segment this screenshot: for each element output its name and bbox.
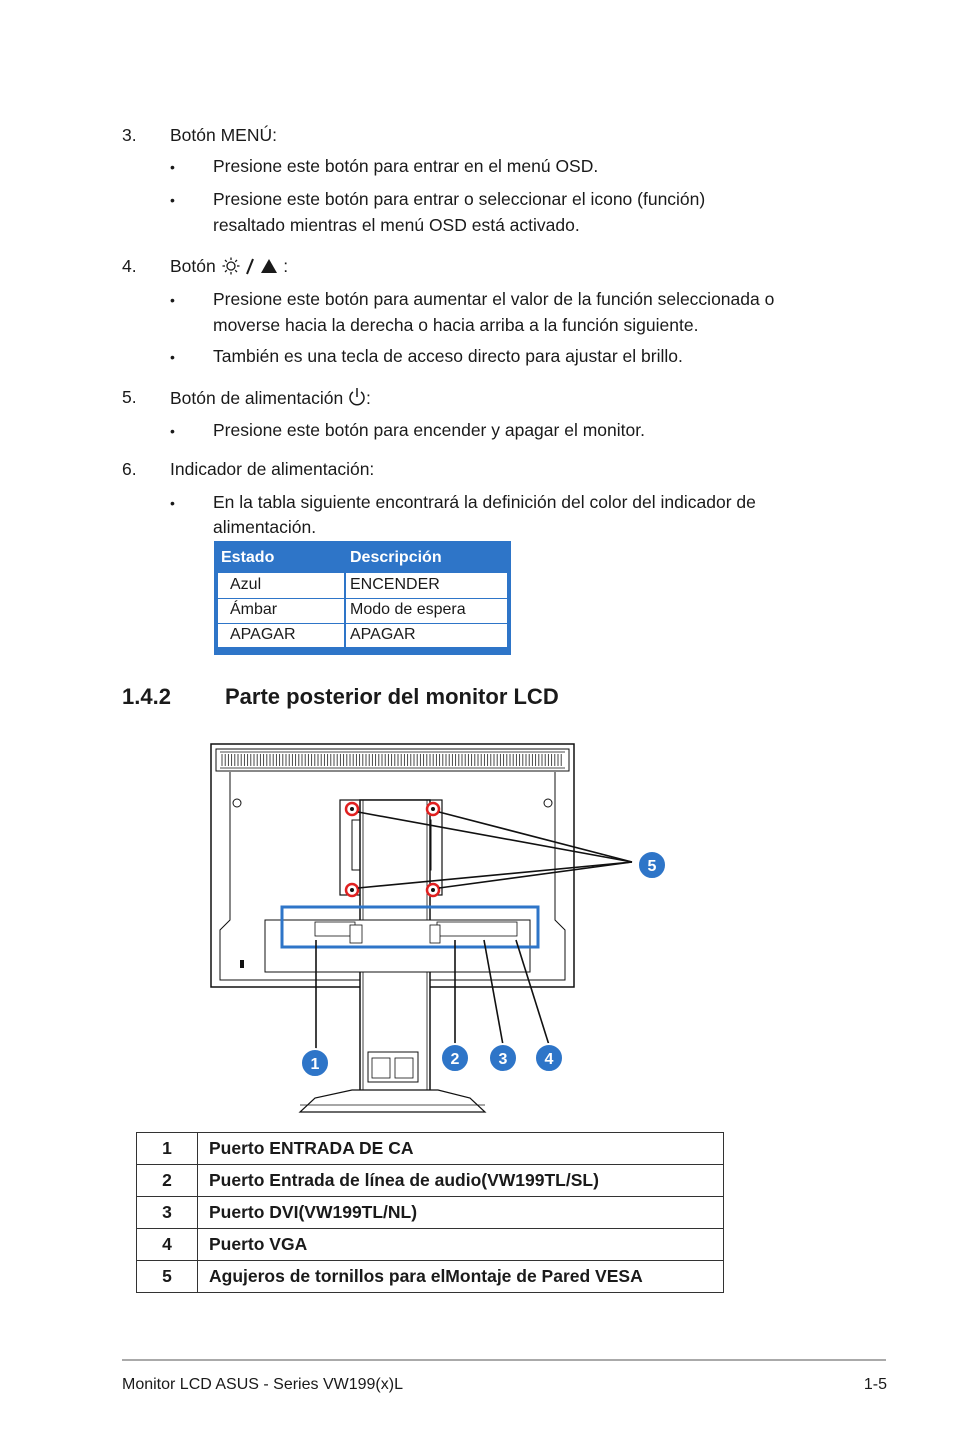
callout-4 — [535, 1044, 563, 1072]
table-cell: APAGAR — [230, 626, 296, 643]
slash-icon — [245, 257, 255, 280]
table-cell: Ámbar — [230, 601, 278, 618]
table-row — [218, 623, 507, 648]
ports-legend-table — [136, 1132, 724, 1293]
table-cell: Puerto ENTRADA DE CA — [198, 1133, 724, 1165]
footer-divider — [122, 1359, 886, 1361]
item-4-bullet-1-line-1: Presione este botón para aumentar el valor de la función seleccionada o — [213, 289, 775, 309]
item-4-bullet-2: También es una tecla de acceso directo para ajustar el brillo. — [213, 346, 683, 366]
item-4-label — [170, 256, 288, 280]
section-number: 1.4.2 — [122, 684, 171, 709]
item-5-label-suffix: : — [366, 388, 371, 408]
svg-text:1: 1 — [310, 1056, 320, 1073]
header-estado: Estado — [221, 549, 275, 566]
item-5-bullet-1: Presione este botón para encender y apagar el monitor. — [213, 420, 645, 440]
svg-text:4: 4 — [544, 1051, 554, 1068]
svg-text:3: 3 — [498, 1051, 508, 1068]
item-4-label-suffix: : — [283, 256, 289, 276]
table-row — [218, 573, 507, 599]
bullet: • — [170, 495, 175, 511]
svg-text:2: 2 — [450, 1051, 460, 1068]
table-row — [137, 1165, 724, 1197]
item-3-bullet-1: Presione este botón para entrar en el menú OSD. — [213, 156, 599, 176]
table-cell: APAGAR — [350, 626, 416, 643]
table-cell: Puerto Entrada de línea de audio(VW199TL/SL) — [198, 1165, 724, 1197]
header-descripcion: Descripción — [350, 549, 442, 566]
item-3-bullet-2-line-1: Presione este botón para entrar o seleccionar el icono (función) — [213, 189, 706, 209]
power-indicator-table — [214, 541, 511, 655]
item-5-label-prefix: Botón de alimentación — [170, 388, 344, 408]
item-6-number: 6. — [122, 459, 137, 479]
table-row — [137, 1229, 724, 1261]
table-row — [218, 598, 507, 624]
footer-title: Monitor LCD ASUS - Series VW199(x)L — [122, 1376, 403, 1393]
callout-1 — [301, 1049, 329, 1077]
bullet: • — [170, 192, 175, 208]
monitor-rear-diagram — [0, 730, 954, 1120]
table-cell: 3 — [137, 1197, 198, 1229]
table-cell: Modo de espera — [350, 601, 466, 618]
item-4-bullet-1-line-2: moverse hacia la derecha o hacia arriba a la función siguiente. — [213, 315, 699, 335]
item-6-label: Indicador de alimentación: — [170, 459, 375, 479]
table-cell: 2 — [137, 1165, 198, 1197]
item-3-label: Botón MENÚ: — [170, 125, 277, 145]
item-6-bullet-1-line-2: alimentación. — [213, 517, 317, 537]
table-cell: 4 — [137, 1229, 198, 1261]
table-cell: Azul — [230, 576, 262, 593]
item-3-number: 3. — [122, 125, 137, 145]
callout-3 — [489, 1044, 517, 1072]
svg-text:5: 5 — [647, 858, 657, 875]
table-row — [137, 1261, 724, 1293]
bullet: • — [170, 292, 175, 308]
item-4-label-prefix: Botón — [170, 256, 216, 276]
table-row — [137, 1133, 724, 1165]
brightness-icon — [221, 257, 241, 280]
item-5-label — [170, 387, 371, 412]
power-icon — [348, 387, 366, 412]
callout-5 — [638, 851, 666, 879]
callout-2 — [441, 1044, 469, 1072]
table-cell: Agujeros de tornillos para elMontaje de Pared VESA — [198, 1261, 724, 1293]
table-cell: Puerto DVI(VW199TL/NL) — [198, 1197, 724, 1229]
page-number: 1-5 — [863, 1376, 887, 1393]
bullet: • — [170, 349, 175, 365]
bullet: • — [170, 159, 175, 175]
table-cell: ENCENDER — [350, 576, 440, 593]
table-header — [218, 541, 507, 573]
up-triangle-icon — [260, 257, 278, 280]
table-row — [137, 1197, 724, 1229]
table-cell: Puerto VGA — [198, 1229, 724, 1261]
item-6-bullet-1-line-1: En la tabla siguiente encontrará la definición del color del indicador de — [213, 492, 756, 512]
table-cell: 1 — [137, 1133, 198, 1165]
item-3-bullet-2-line-2: resaltado mientras el menú OSD está activado. — [213, 215, 580, 235]
section-title: Parte posterior del monitor LCD — [225, 684, 559, 709]
table-cell: 5 — [137, 1261, 198, 1293]
item-4-number: 4. — [122, 256, 137, 276]
item-5-number: 5. — [122, 387, 137, 407]
bullet: • — [170, 423, 175, 439]
